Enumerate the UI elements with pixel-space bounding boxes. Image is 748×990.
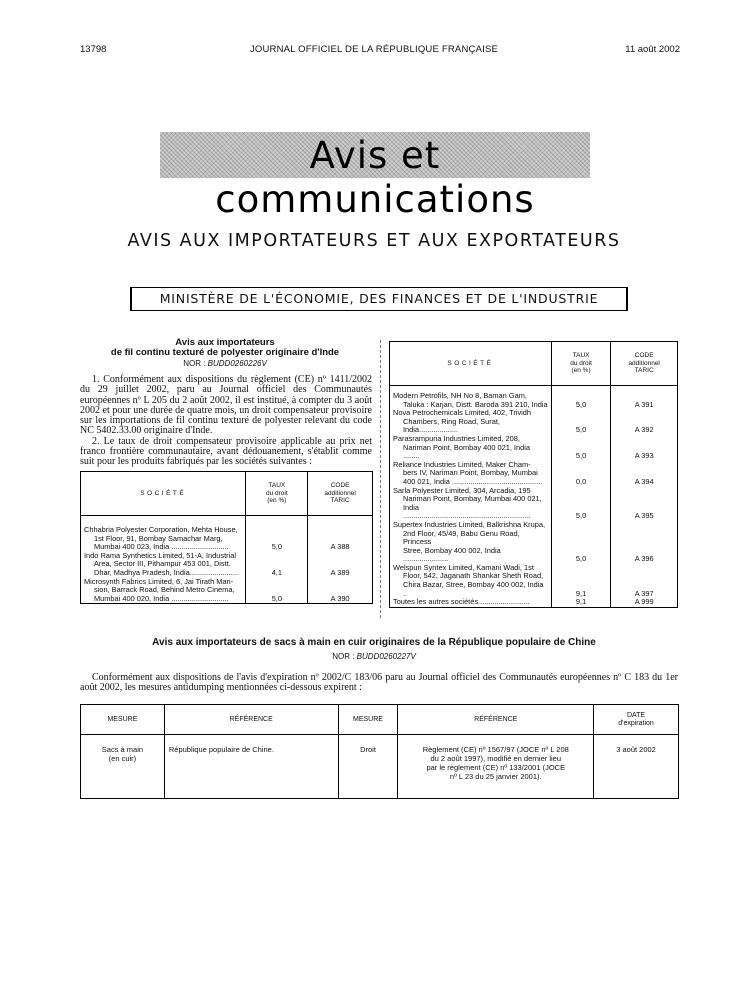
company-cell: Indo Rama Synthetics Limited, 51-A, Industrial Area, Sector III, Pithampur 453 001, Distt. Dhar, Madhya Pradesh, India........................ (81, 552, 246, 578)
notice1-body (80, 375, 372, 468)
measure-cell: Droit (338, 735, 398, 799)
nor-code: BUDD0260227V (356, 652, 416, 661)
column-divider (380, 340, 381, 618)
notice2-nor (0, 652, 748, 662)
company-cell: Welspun Syntex Limited, Kamani Wadi, 1st Floor, 542, Jaganath Shankar Sheth Road, Chira Bazar, Stree, Bombay 400 002, India .. (390, 564, 552, 598)
col-measure2: MESURE (338, 705, 398, 735)
rate-cell: 5,0 (246, 516, 308, 552)
table-row (390, 598, 678, 607)
taric-code-cell: A 394 (611, 461, 678, 487)
notice2-title: Avis aux importateurs de sacs à main en cuir originaires de la République populaire de Chine (152, 637, 596, 648)
table-row (390, 461, 678, 487)
notice2-body (80, 673, 678, 694)
ministry-heading: MINISTÈRE DE L'ÉCONOMIE, DES FINANCES ET DE L'INDUSTRIE (130, 287, 628, 311)
table-row (390, 386, 678, 410)
col-code: CODE additionnel TARIC (611, 342, 678, 386)
company-cell: Toutes les autres sociétés......................... (390, 598, 552, 607)
notice1-title-line2: de fil continu texturé de polyester originaire d'Inde (110, 347, 340, 358)
nor-label: NOR : (332, 652, 355, 661)
rate-cell: 5,0 (551, 521, 611, 564)
company-cell: Modern Petrofils, NH No 8, Baman Gam, Taluka : Karjan, Distt. Baroda 391 210, India (390, 386, 552, 410)
rate-cell: 5,0 (246, 578, 308, 604)
company-table-right (389, 341, 678, 608)
origin-cell: République populaire de Chine. (164, 735, 338, 799)
col-rate: TAUX du droit (en %) (551, 342, 611, 386)
table-row (390, 564, 678, 598)
notice1-title-line1: Avis aux importateurs (175, 337, 275, 348)
notice1-nor (80, 359, 370, 369)
issue-date: 11 août 2002 (625, 44, 680, 55)
taric-code-cell: A 397 (611, 564, 678, 598)
product-cell: Sacs à main (en cuir) (81, 735, 165, 799)
rate-cell: 5,0 (551, 487, 611, 521)
page-number: 13798 (80, 44, 107, 55)
taric-code-cell: A 396 (611, 521, 678, 564)
col-expiry: DATE d'expiration (594, 705, 679, 735)
nor-label: NOR : (183, 359, 206, 368)
rate-cell: 9,1 (551, 564, 611, 598)
col-company: SOCIÉTÉ (81, 472, 246, 516)
company-cell: Nova Petrochemicals Limited, 402, Trividh Chambers, Ring Road, Surat, India................... (390, 409, 552, 435)
banner-title: Avis et communications (215, 134, 535, 221)
company-table-left (80, 471, 373, 604)
journal-title: JOURNAL OFFICIEL DE LA RÉPUBLIQUE FRANÇAISE (249, 44, 499, 55)
table-row (390, 409, 678, 435)
table-row (81, 578, 373, 604)
taric-code-cell: A 392 (611, 409, 678, 435)
taric-code-cell: A 999 (611, 598, 678, 607)
rate-cell: 5,0 (551, 386, 611, 410)
taric-code-cell: A 393 (611, 435, 678, 461)
taric-code-cell: A 391 (611, 386, 678, 410)
company-cell: Sarla Polyester Limited, 304, Arcadia, 195 Nariman Point, Bombay, Mumbai 400 021, India .............................................................. (390, 487, 552, 521)
section-title: AVIS AUX IMPORTATEURS ET AUX EXPORTATEURS (127, 231, 621, 251)
taric-code-cell: A 390 (308, 578, 373, 604)
reference-cell: Règlement (CE) nº 1567/97 (JOCE nº L 208 du 2 août 1997), modifié en dernier lieu par le règlement (CE) nº 133/2001 (JOCE nº L 23 du 25 janvier 2001). (398, 735, 594, 799)
notice2-paragraph: Conformément aux dispositions de l'avis d'expiration nº 2002/C 183/06 paru au Journal officiel des Communautés européennes nº C 183 du 1er août 2002, les mesures antidumping mentionnées ci-dessous expirent : (80, 672, 678, 694)
table-row (81, 516, 373, 552)
expiry-cell: 3 août 2002 (594, 735, 679, 799)
taric-code-cell: A 395 (611, 487, 678, 521)
taric-code-cell: A 388 (308, 516, 373, 552)
col-code: CODE additionnel TARIC (308, 472, 373, 516)
rate-cell: 0,0 (551, 461, 611, 487)
table-row (81, 552, 373, 578)
table-row (390, 435, 678, 461)
table-row (81, 735, 679, 799)
table-row (390, 521, 678, 564)
company-cell: Parasrampuria Industries Limited, 208, Nariman Point, Bombay 400 021, India ........ (390, 435, 552, 461)
col-company: SOCIÉTÉ (390, 342, 552, 386)
expiry-table (80, 704, 679, 799)
company-cell: Reliance Industries Limited, Maker Cham- bers IV, Nariman Point, Bombay, Mumbai 400 021, India ............................................ (390, 461, 552, 487)
rate-cell: 5,0 (551, 435, 611, 461)
notice1-paragraph1: 1. Conformément aux dispositions du règlement (CE) nº 1411/2002 du 29 juillet 2002, paru au Journal officiel des Communautés européennes nº L 205 du 2 août 2002, il est institué, à compter du 3 août 2002 et pour une durée de quatre mois, un droit compensateur provisoire sur les importations de fil continu texturé de polyester relevant du code NC 5402.33.00 originaire d'Inde. (80, 374, 372, 437)
company-cell: Microsynth Fabrics Limited, 6, Jai Tirath Man- sion, Barrack Road, Behind Metro Cinema, Mumbai 400 020, India ............................ (81, 578, 246, 604)
nor-code: BUDD0260226V (207, 359, 267, 368)
rate-cell: 5,0 (551, 409, 611, 435)
col-reference1: RÉFÉRENCE (164, 705, 338, 735)
notice1-paragraph2: 2. Le taux de droit compensateur provisoire applicable au prix net franco frontière communautaire, avant dédouanement, s'établit comme suit pour les produits fabriqués par les sociétés suivantes : (80, 435, 372, 468)
company-cell: Chhabria Polyester Corporation, Mehta House, 1st Floor, 91, Bombay Samachar Marg, Mumbai 400 023, India ............................ (81, 516, 246, 552)
rate-cell: 9,1 (551, 598, 611, 607)
rate-cell: 4,1 (246, 552, 308, 578)
col-rate: TAUX du droit (en %) (246, 472, 308, 516)
company-cell: Supertex Industries Limited, Balkrishna Krupa, 2nd Floor, 45/49, Babu Genu Road, Princess Stree, Bombay 400 002, India ...................... (390, 521, 552, 564)
col-reference2: RÉFÉRENCE (398, 705, 594, 735)
table-row (390, 487, 678, 521)
taric-code-cell: A 389 (308, 552, 373, 578)
col-measure1: MESURE (81, 705, 165, 735)
